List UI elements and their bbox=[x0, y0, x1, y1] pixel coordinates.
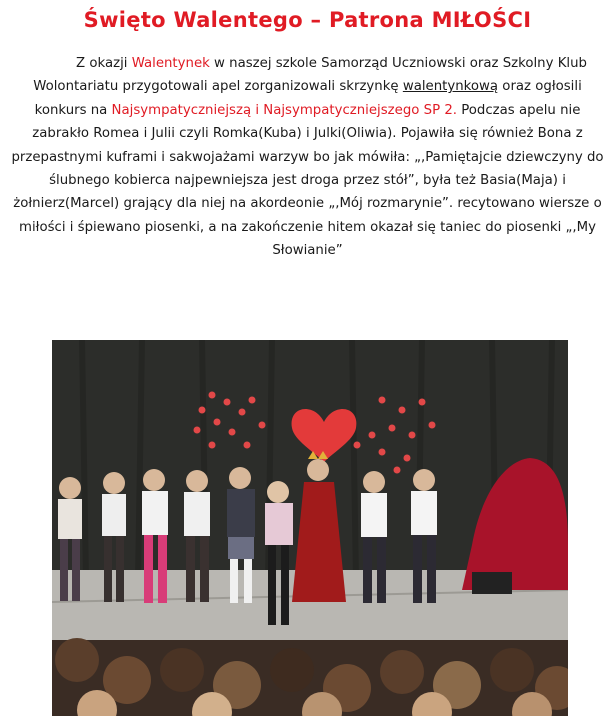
text-segment: Podczas apelu nie zabrakło Romea i Julii czyli Romka(Kuba) i Julki(Oliwia). Pojawiła się również Bona z przepastnymi kuframi i sakwojażami warzyw bo jak mówiła: „,Pamiętajcie dziewczyny do ślubnego kobierca najpewniejsza jest droga przez stół”, była też Basia(Maja) i żołnierz(Marcel) grający dla niej na akordeonie „,Mój rozmarynie”. recytowano wiersze o miłości i śpiewano piosenki, a na zakończenie hitem okazał się taniec do piosenki „,My Słowianie” bbox=[11, 102, 604, 259]
article-paragraph bbox=[10, 52, 605, 263]
event-photo bbox=[52, 340, 568, 716]
page-title: Święto Walentego – Patrona MIŁOŚCI bbox=[83, 8, 532, 32]
event-photo-scene bbox=[52, 340, 568, 716]
highlight-konkurs: Najsympatyczniejszą i Najsympatyczniejszego SP 2. bbox=[111, 102, 458, 118]
text-segment: w naszej szkole Samorząd Uczniowski oraz Szkolny Klub Wolontariatu przygotowali apel zorganizowali skrzynkę bbox=[33, 56, 587, 95]
highlight-walentynek: Walentynek bbox=[131, 56, 210, 71]
accordion bbox=[472, 572, 512, 594]
audience bbox=[52, 638, 568, 716]
text-segment: oraz ogłosili konkurs na bbox=[34, 79, 582, 118]
text-segment: Z okazji bbox=[76, 56, 132, 71]
underlined-walentynkowa: walentynkową bbox=[402, 79, 499, 95]
